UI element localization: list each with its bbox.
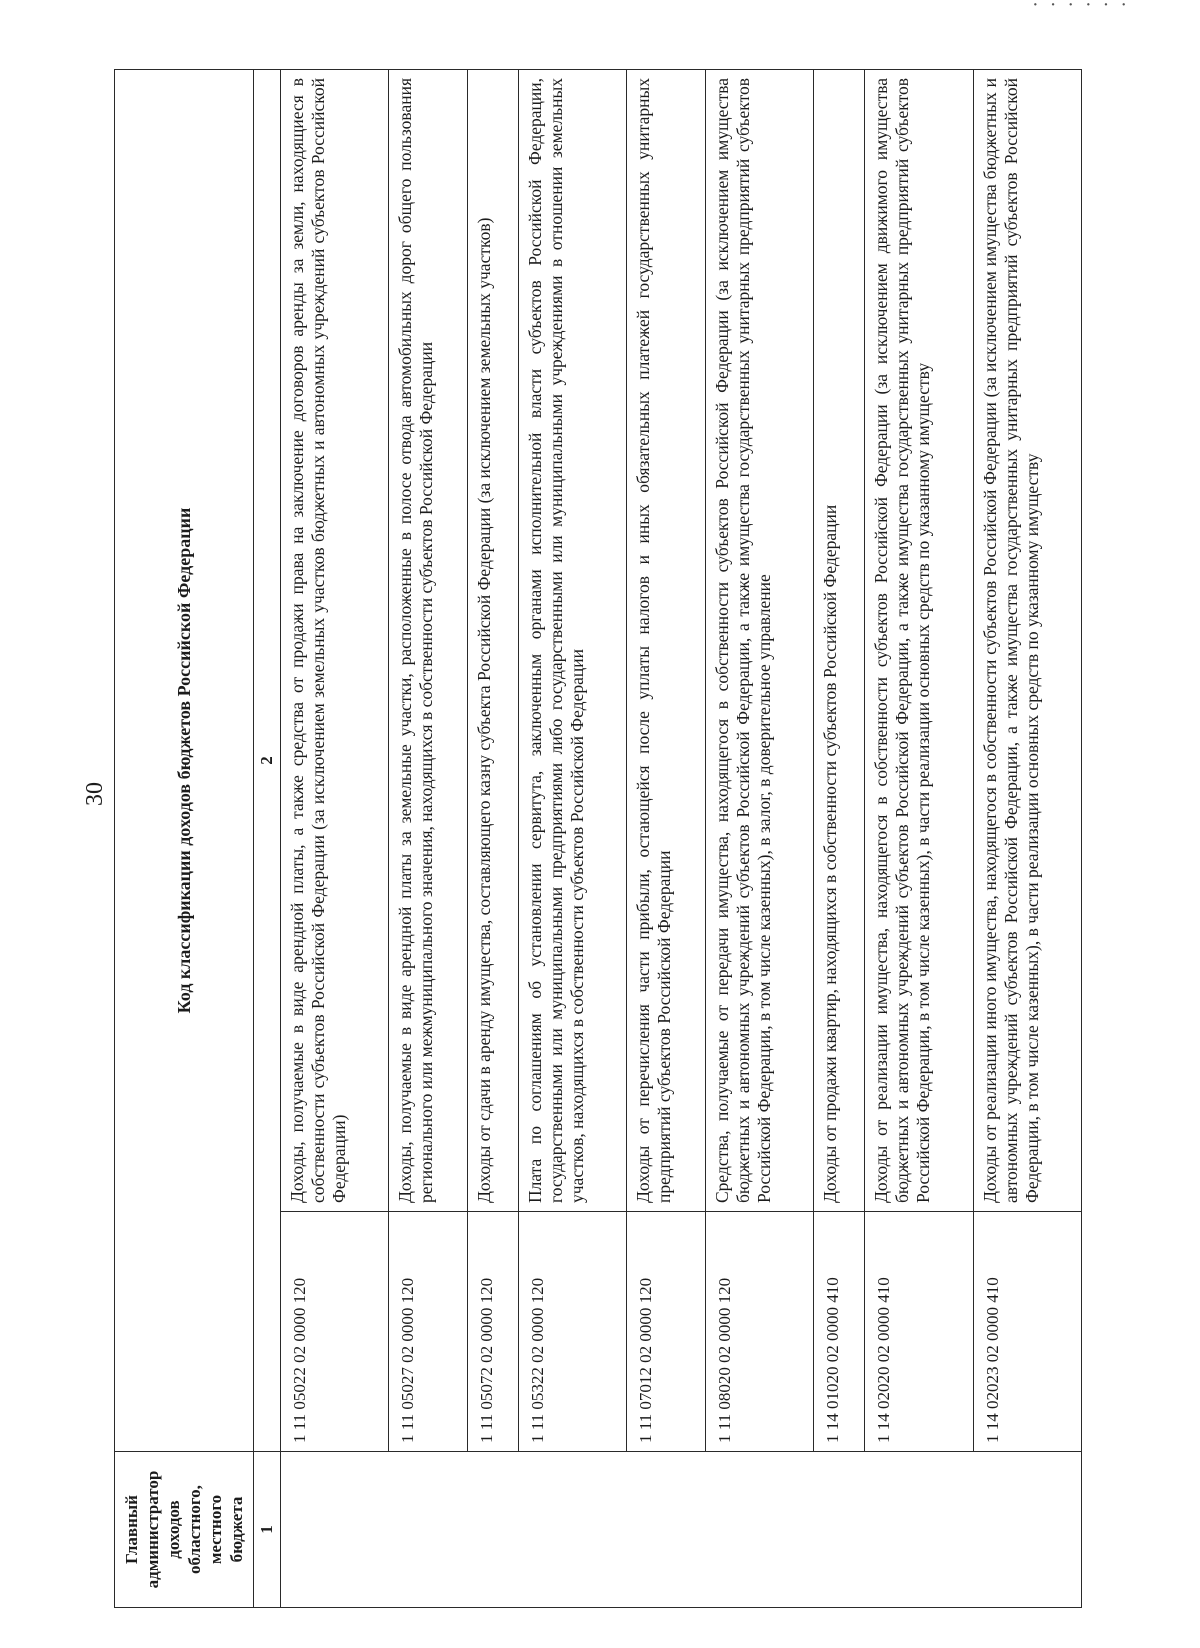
column-number-1: 1 <box>254 1452 281 1608</box>
classification-code: 1 11 08020 02 0000 120 <box>705 1212 813 1452</box>
classification-code: 1 14 01020 02 0000 410 <box>813 1212 864 1452</box>
table-row <box>705 69 813 1607</box>
revenue-classification-table <box>114 69 1082 1608</box>
revenue-description: Доходы от реализации иного имущества, находящегося в собственности субъектов Российской Федерации (за исключением имущества бюджетных и автономных учреждений субъектов Российской Федерации, а также имущества государственных унитарных предприятий субъектов Российской Федерации, в том числе казенных), в части реализации основных средств по указанному имуществу <box>973 69 1081 1211</box>
revenue-description: Доходы, получаемые в виде арендной платы, а также средства от продажи права на заключение договоров аренды за земли, находящиеся в собственности субъектов Российской Федерации (за исключением земельных участков бюджетных и автономных учреждений субъектов Российской Федерации) <box>281 69 389 1211</box>
scan-top-marks: · · · · · · <box>1032 0 1130 16</box>
revenue-description: Доходы от реализации имущества, находящегося в собственности субъектов Российской Федерации (за исключением движимого имущества бюджетных и автономных учреждений субъектов Российской Федерации, а также имущества государственных унитарных предприятий субъектов Российской Федерации, в том числе казенных), в части реализации основных средств по указанному имуществу <box>865 69 973 1211</box>
table-row <box>518 69 626 1607</box>
admin-cell <box>281 1452 1082 1608</box>
column-numbers-row <box>254 69 281 1607</box>
header-admin: Главный администратор доходов областного, местного бюджета <box>115 1452 254 1608</box>
revenue-description: Доходы от перечисления части прибыли, остающейся после уплаты налогов и иных обязательных платежей государственных унитарных предприятий субъектов Российской Федерации <box>627 69 705 1211</box>
table-body <box>281 69 1082 1607</box>
table-row <box>389 69 467 1607</box>
table-row <box>865 69 973 1607</box>
table-row <box>627 69 705 1607</box>
revenue-description: Доходы от продажи квартир, находящихся в собственности субъектов Российской Федерации <box>813 69 864 1211</box>
column-number-2: 2 <box>254 69 281 1451</box>
revenue-description: Плата по соглашениям об установлении сервитута, заключенным органами исполнительной власти субъектов Российской Федерации, государственными или муниципальными предприятиями либо государственными или муниципальными учреждениями в отношении земельных участков, находящихся в собственности субъектов Российской Федерации <box>518 69 626 1211</box>
classification-code: 1 11 05322 02 0000 120 <box>518 1212 626 1452</box>
revenue-description: Средства, получаемые от передачи имущества, находящегося в собственности субъектов Российской Федерации (за исключением имущества бюджетных и автономных учреждений субъектов Российской Федерации, а также имущества государственных унитарных предприятий субъектов Российской Федерации, в том числе казенных), в залог, в доверительное управление <box>705 69 813 1211</box>
revenue-description: Доходы от сдачи в аренду имущества, составляющего казну субъекта Российской Федерации (за исключением земельных участков) <box>467 69 518 1211</box>
classification-code: 1 11 07012 02 0000 120 <box>627 1212 705 1452</box>
table-row <box>281 69 389 1607</box>
table-row <box>973 69 1081 1607</box>
header-code-classification: Код классификации доходов бюджетов Российской Федерации <box>115 69 254 1451</box>
revenue-description: Доходы, получаемые в виде арендной платы за земельные участки, расположенные в полосе отвода автомобильных дорог общего пользования регионального или межмуниципального значения, находящихся в собственности субъектов Российской Федерации <box>389 69 467 1211</box>
page-number: 30 <box>82 782 108 806</box>
classification-code: 1 11 05022 02 0000 120 <box>281 1212 389 1452</box>
table-row <box>467 69 518 1607</box>
classification-code: 1 11 05027 02 0000 120 <box>389 1212 467 1452</box>
table-row <box>813 69 864 1607</box>
rotated-sheet <box>114 70 1082 1608</box>
classification-code: 1 14 02020 02 0000 410 <box>865 1212 973 1452</box>
classification-code: 1 11 05072 02 0000 120 <box>467 1212 518 1452</box>
table-header-row <box>115 69 254 1607</box>
classification-code: 1 14 02023 02 0000 410 <box>973 1212 1081 1452</box>
